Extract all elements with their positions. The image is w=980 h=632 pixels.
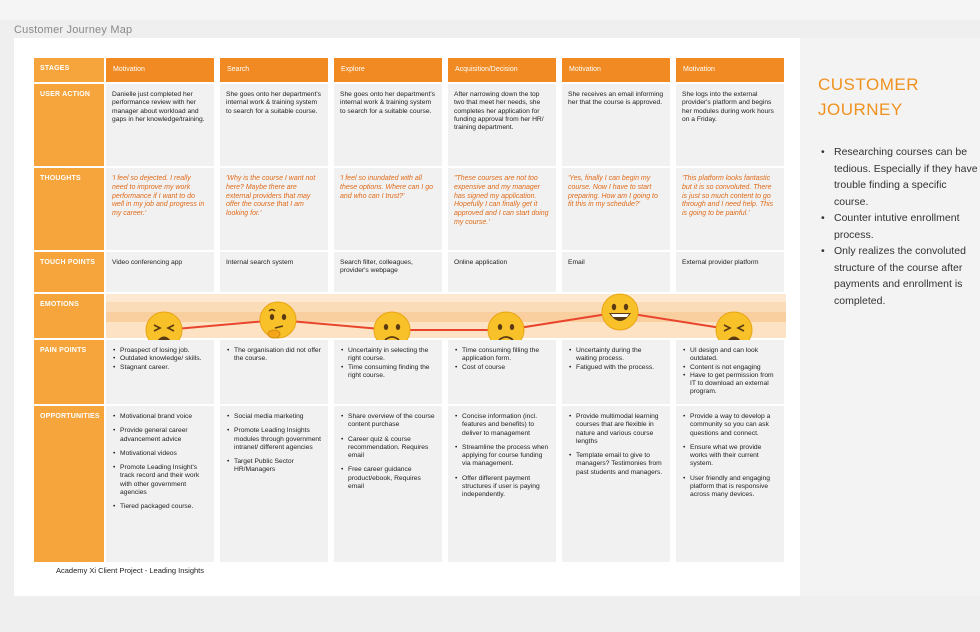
pain-point-cell-list bbox=[340, 347, 436, 380]
opportunity-cell-list bbox=[568, 413, 664, 477]
summary-item: • Counter intutive enrollment process. bbox=[818, 210, 978, 243]
list-item: • Provide general career advancement advice bbox=[112, 427, 208, 444]
list-item: • Target Public Sector HR/Managers bbox=[226, 458, 322, 475]
pain-point-cell-list bbox=[682, 347, 778, 397]
pain-point-cell-list bbox=[226, 347, 322, 364]
opportunities-label: OPPORTUNITIES bbox=[34, 406, 104, 562]
list-item: • UI design and can look outdated. bbox=[682, 347, 778, 364]
opportunity-cell bbox=[106, 406, 214, 562]
pain-points-label: PAIN POINTS bbox=[34, 340, 104, 404]
list-item: • Fatigued with the process. bbox=[568, 364, 664, 372]
pain-point-cell-list bbox=[454, 347, 550, 372]
list-item: • Template email to give to managers? Testimonies from past students and managers. bbox=[568, 452, 664, 477]
touch-point-cell: Online application bbox=[448, 252, 556, 292]
opportunity-cell-list bbox=[454, 413, 550, 500]
customer-journey-panel bbox=[800, 38, 980, 596]
top-bar bbox=[0, 0, 980, 20]
list-item: • Concise information (incl. features and benefits) to deliver to management bbox=[454, 413, 550, 438]
list-item: • Share overview of the course content purchase bbox=[340, 413, 436, 430]
opportunity-cell bbox=[676, 406, 784, 562]
opportunity-cell bbox=[448, 406, 556, 562]
list-item: • Time consuming filling the application form. bbox=[454, 347, 550, 364]
thoughts-label: THOUGHTS bbox=[34, 168, 104, 250]
user-action-label: USER ACTION bbox=[34, 84, 104, 166]
summary-item: • Researching courses can be tedious. Especially if they have trouble finding a specific course. bbox=[818, 144, 978, 210]
list-item: • Have to get permission from IT to download an external program. bbox=[682, 372, 778, 397]
user-action-cell: Danielle just completed her performance review with her manager about workload and gaps in her knowledge/training. bbox=[106, 84, 214, 166]
touch-points-label: TOUCH POINTS bbox=[34, 252, 104, 292]
grinning-face-icon bbox=[602, 294, 638, 330]
opportunity-cell bbox=[562, 406, 670, 562]
opportunity-cell bbox=[220, 406, 328, 562]
user-action-cell: She logs into the external provider's platform and begins her modules during work hours on a Friday. bbox=[676, 84, 784, 166]
thinking-face-icon bbox=[260, 302, 296, 338]
opportunity-cell bbox=[334, 406, 442, 562]
list-item: • Provide a way to develop a community so you can ask questions and connect. bbox=[682, 413, 778, 438]
opportunity-cell-list bbox=[226, 413, 322, 475]
frame-title[interactable]: Customer Journey Map bbox=[14, 24, 133, 36]
heading-line-1: CUSTOMER bbox=[818, 75, 919, 94]
user-action-cell: She receives an email informing her that the course is approved. bbox=[562, 84, 670, 166]
thought-cell: 'I feel so inundated with all these options. Where can I go and who can I trust?' bbox=[334, 168, 442, 250]
panel-heading bbox=[818, 72, 919, 122]
list-item: • Cost of course bbox=[454, 364, 550, 372]
thought-cell: 'Why is the course I want not here? Maybe there are external providers that may offer the course that I am looking for.' bbox=[220, 168, 328, 250]
pain-point-cell bbox=[676, 340, 784, 404]
emotions-label: EMOTIONS bbox=[34, 294, 104, 338]
summary-item: • Only realizes the convoluted structure of the course after payments and enrollment is completed. bbox=[818, 243, 978, 309]
thought-cell: 'Yes, finally I can begin my course. Now I have to start preparing. How am I going to fit this in my schedule?' bbox=[562, 168, 670, 250]
pain-point-cell bbox=[106, 340, 214, 404]
touch-point-cell: External provider platform bbox=[676, 252, 784, 292]
pain-point-cell bbox=[562, 340, 670, 404]
thought-cell: "These courses are not too expensive and my manager has signed my application. Hopefully I can finally get it approved and I can start doing my course.' bbox=[448, 168, 556, 250]
heading-line-2: JOURNEY bbox=[818, 100, 903, 119]
touch-point-cell: Internal search system bbox=[220, 252, 328, 292]
list-item: • Tiered packaged course. bbox=[112, 503, 208, 511]
list-item: • Stagnant career. bbox=[112, 364, 208, 372]
pain-point-cell bbox=[448, 340, 556, 404]
list-item: • Uncertainty in selecting the right course. bbox=[340, 347, 436, 364]
user-action-cell: After narrowing down the top two that meet her needs, she completes her application for funding approval from her HR/ training department. bbox=[448, 84, 556, 166]
list-item: • User friendly and engaging platform that is responsive across many devices. bbox=[682, 475, 778, 500]
list-item: • Provide multimodal learning courses that are flexible in nature and various course lengths bbox=[568, 413, 664, 446]
stage-header: Motivation bbox=[106, 58, 214, 82]
user-action-cell: She goes onto her department's internal work & training system to search for a suitable course. bbox=[220, 84, 328, 166]
stage-header: Explore bbox=[334, 58, 442, 82]
touch-point-cell: Email bbox=[562, 252, 670, 292]
stage-header: Motivation bbox=[676, 58, 784, 82]
footer-note: Academy Xi Client Project - Leading Insights bbox=[56, 566, 204, 575]
list-item: • Proaspect of losing job. bbox=[112, 347, 208, 355]
stages-label: STAGES bbox=[34, 58, 104, 82]
thought-cell: 'I feel so dejected. I really need to improve my work performance if I want to do well in my job and progress in my career.' bbox=[106, 168, 214, 250]
list-item: • Uncertainty during the waiting process. bbox=[568, 347, 664, 364]
stage-header: Motivation bbox=[562, 58, 670, 82]
stage-header: Acquisition/Decision bbox=[448, 58, 556, 82]
opportunity-cell-list bbox=[682, 413, 778, 500]
list-item: • Motivational videos bbox=[112, 450, 208, 458]
pain-point-cell-list bbox=[568, 347, 664, 372]
list-item: • Free career guidance product/ebook, Requires email bbox=[340, 466, 436, 491]
summary-list bbox=[818, 144, 978, 309]
emotion-line bbox=[164, 312, 734, 330]
user-action-cell: She goes onto her department's internal work & training system to search for a suitable course. bbox=[334, 84, 442, 166]
pain-point-cell bbox=[220, 340, 328, 404]
thought-cell: 'This platform looks fantastic but it is so convoluted. There is just so much content to go through and I need help. This is going to be painful.' bbox=[676, 168, 784, 250]
list-item: • Motivational brand voice bbox=[112, 413, 208, 421]
list-item: • Social media marketing bbox=[226, 413, 322, 421]
list-item: • Career quiz & course recommendation. Requires email bbox=[340, 436, 436, 461]
list-item: • Ensure what we provide works with their current system. bbox=[682, 444, 778, 469]
list-item: • Streamline the process when applying for course funding via management. bbox=[454, 444, 550, 469]
pain-point-cell-list bbox=[112, 347, 208, 372]
touch-point-cell: Video conferencing app bbox=[106, 252, 214, 292]
opportunity-cell-list bbox=[340, 413, 436, 491]
pain-point-cell bbox=[334, 340, 442, 404]
list-item: • Offer different payment structures if user is paying independently. bbox=[454, 475, 550, 500]
list-item: • Promote Leading Insights modules through government intranet/ different agencies bbox=[226, 427, 322, 452]
list-item: • Content is not engaging bbox=[682, 364, 778, 372]
list-item: • The organisation did not offer the course. bbox=[226, 347, 322, 364]
opportunity-cell-list bbox=[112, 413, 208, 512]
list-item: • Outdated knowledge/ skills. bbox=[112, 355, 208, 363]
stage-header: Search bbox=[220, 58, 328, 82]
touch-point-cell: Search filter, colleagues, provider's webpage bbox=[334, 252, 442, 292]
list-item: • Promote Leading Insight's track record and their work with other government agencies bbox=[112, 464, 208, 497]
list-item: • Time consuming finding the right course. bbox=[340, 364, 436, 381]
